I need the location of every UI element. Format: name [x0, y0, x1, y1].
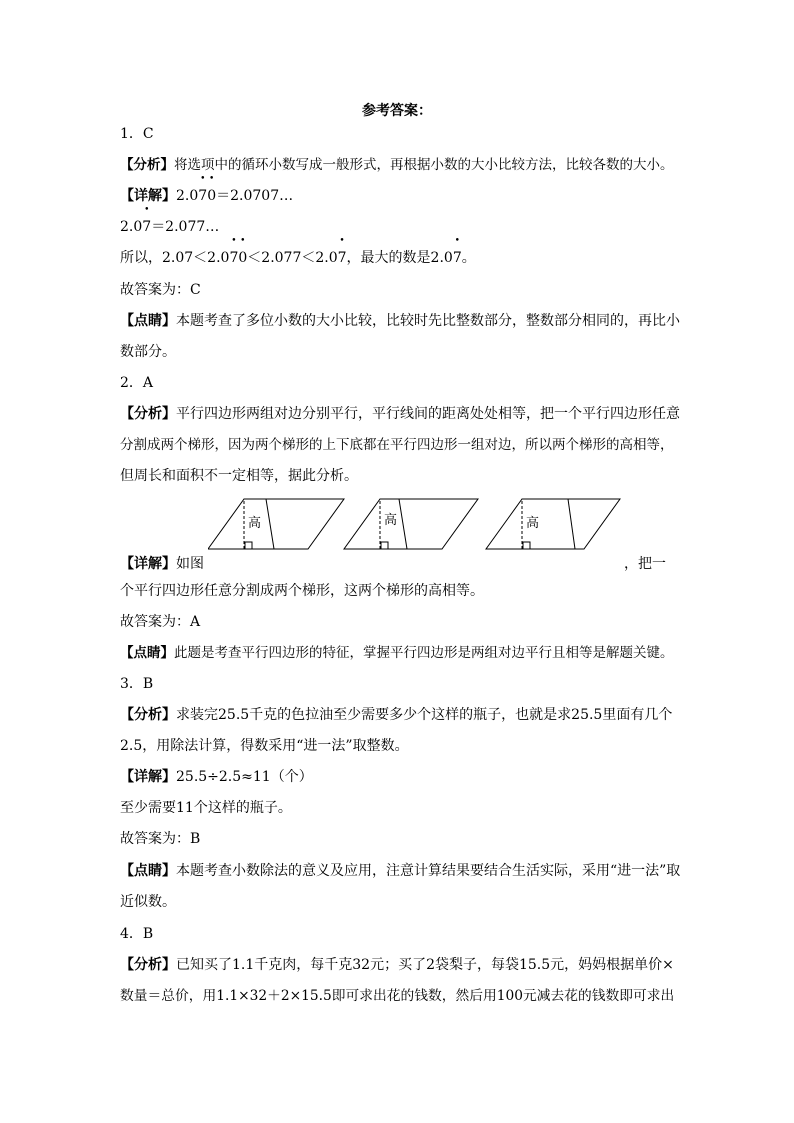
q3-analysis-line1: 求装完25.5千克的色拉油至少需要多少个这样的瓶子，也就是求25.5里面有几个 — [176, 707, 673, 723]
q2-detail-line2: 个平行四边形任意分割成两个梯形，这两个梯形的高相等。 — [120, 583, 484, 599]
repeating-digit: • 7 — [338, 248, 347, 268]
detail-tag: 【详解】 — [120, 769, 176, 785]
analysis-tag: 【分析】 — [120, 707, 176, 723]
q1-detail-b — [120, 217, 680, 237]
right-angle-mark — [381, 542, 388, 549]
note-tag: 【点睛】 — [120, 863, 176, 879]
q3-detail-line2: 至少需要11个这样的瓶子。 — [120, 800, 292, 816]
q3-number: 3．B — [120, 676, 154, 692]
q2-analysis-line2: 分割成两个梯形，因为两个梯形的上下底都在平行四边形一组对边，所以两个梯形的高相等， — [120, 437, 674, 453]
repeating-digit: • 7 — [198, 186, 207, 206]
repeating-digit: • 0 — [207, 186, 216, 206]
q1-analysis — [120, 155, 680, 175]
repeating-digit: • 0 — [238, 248, 247, 268]
parallelogram-figure-3 — [486, 499, 620, 549]
detail-tag: 【详解】 — [120, 556, 176, 572]
parallelogram-figure-2 — [344, 499, 478, 549]
q1-detail-b-prefix: 2.0 — [120, 219, 143, 235]
q4-analysis-line1: 已知买了1.1千克肉，每千克32元；买了2袋梨子，每袋15.5元，妈妈根据单价× — [176, 957, 674, 973]
repeating-digit: • 7 — [142, 217, 151, 237]
q3-answer: 故答案为：B — [120, 831, 201, 847]
parallelogram-outline — [208, 499, 344, 549]
cut-line — [399, 499, 407, 549]
right-angle-mark — [245, 542, 252, 549]
q2-detail-post: ，把一 — [624, 556, 666, 572]
parallelogram-figures — [208, 497, 628, 553]
q3-analysis-line2: 2.5，用除法计算，得数采用“进一法”取整数。 — [120, 738, 409, 754]
analysis-tag: 【分析】 — [120, 157, 174, 173]
q2-note — [120, 643, 680, 663]
q1-detail-a-suffix: ＝2.0707… — [216, 188, 294, 204]
q2-detail-pre: 如图 — [176, 556, 204, 572]
repeating-digit: • 7 — [229, 248, 238, 268]
q3-analysis — [120, 705, 680, 725]
q1-note-line1: 本题考查了多位小数的大小比较，比较时先比整数部分，整数部分相同的，再比小 — [176, 313, 680, 329]
height-label: 高 — [248, 516, 262, 531]
cut-line — [266, 499, 274, 549]
q1-number: 1．C — [120, 126, 154, 142]
q2-answer: 故答案为：A — [120, 614, 201, 630]
note-tag: 【点睛】 — [120, 645, 174, 661]
q1-compare-end: 。 — [461, 250, 476, 266]
q1-note-line2: 数部分。 — [120, 344, 176, 360]
analysis-tag: 【分析】 — [120, 957, 176, 973]
q4-number: 4．B — [120, 926, 154, 942]
parallelogram-outline — [486, 499, 620, 549]
repeating-digit: • 7 — [453, 248, 462, 268]
q2-analysis-line3: 但周长和面积不一定相等，据此分析。 — [120, 468, 358, 484]
parallelogram-outline — [344, 499, 478, 549]
q4-analysis-line2: 数量＝总价，用1.1×32＋2×15.5即可求出花的钱数，然后用100元减去花的钱数即可求出 — [120, 988, 675, 1004]
note-tag: 【点睛】 — [120, 313, 176, 329]
q1-compare-tail: ，最大的数是2.0 — [346, 250, 453, 266]
detail-tag: 【详解】 — [120, 188, 176, 204]
q1-compare — [120, 248, 680, 268]
q1-note — [120, 311, 680, 331]
parallelogram-figure-1 — [208, 499, 344, 549]
cut-line — [568, 499, 575, 549]
q1-compare-prefix: 所以，2.07＜2.0 — [120, 250, 230, 266]
q1-analysis-text: 将选项中的循环小数写成一般形式，再根据小数的大小比较方法，比较各数的大小。 — [174, 157, 674, 173]
q2-note-text: 此题是考查平行四边形的特征，掌握平行四边形是两组对边平行且相等是解题关键。 — [174, 645, 674, 661]
q2-analysis-line1: 平行四边形两组对边分别平行，平行线间的距离处处相等，把一个平行四边形任意 — [176, 406, 680, 422]
height-label: 高 — [526, 516, 540, 531]
height-label: 高 — [384, 513, 398, 528]
right-angle-mark — [523, 542, 530, 549]
q1-detail-b-suffix: ＝2.077… — [151, 219, 220, 235]
analysis-tag: 【分析】 — [120, 406, 176, 422]
page-title: 参考答案： — [362, 103, 432, 119]
q3-detail — [120, 767, 680, 787]
q1-detail — [120, 186, 680, 206]
q2-number: 2．A — [120, 375, 154, 391]
q2-analysis — [120, 404, 680, 424]
q3-note-line2: 近似数。 — [120, 894, 176, 910]
q1-compare-mid: ＜2.077＜2.0 — [247, 250, 338, 266]
q3-detail-text: 25.5÷2.5≈11（个） — [176, 769, 313, 785]
q4-analysis — [120, 955, 680, 975]
q1-answer: 故答案为：C — [120, 282, 201, 298]
q3-note-line1: 本题考查小数除法的意义及应用，注意计算结果要结合生活实际，采用“进一法”取 — [176, 863, 681, 879]
q1-detail-a-prefix: 2.0 — [176, 188, 199, 204]
q2-detail — [120, 554, 680, 574]
q3-note — [120, 861, 680, 881]
